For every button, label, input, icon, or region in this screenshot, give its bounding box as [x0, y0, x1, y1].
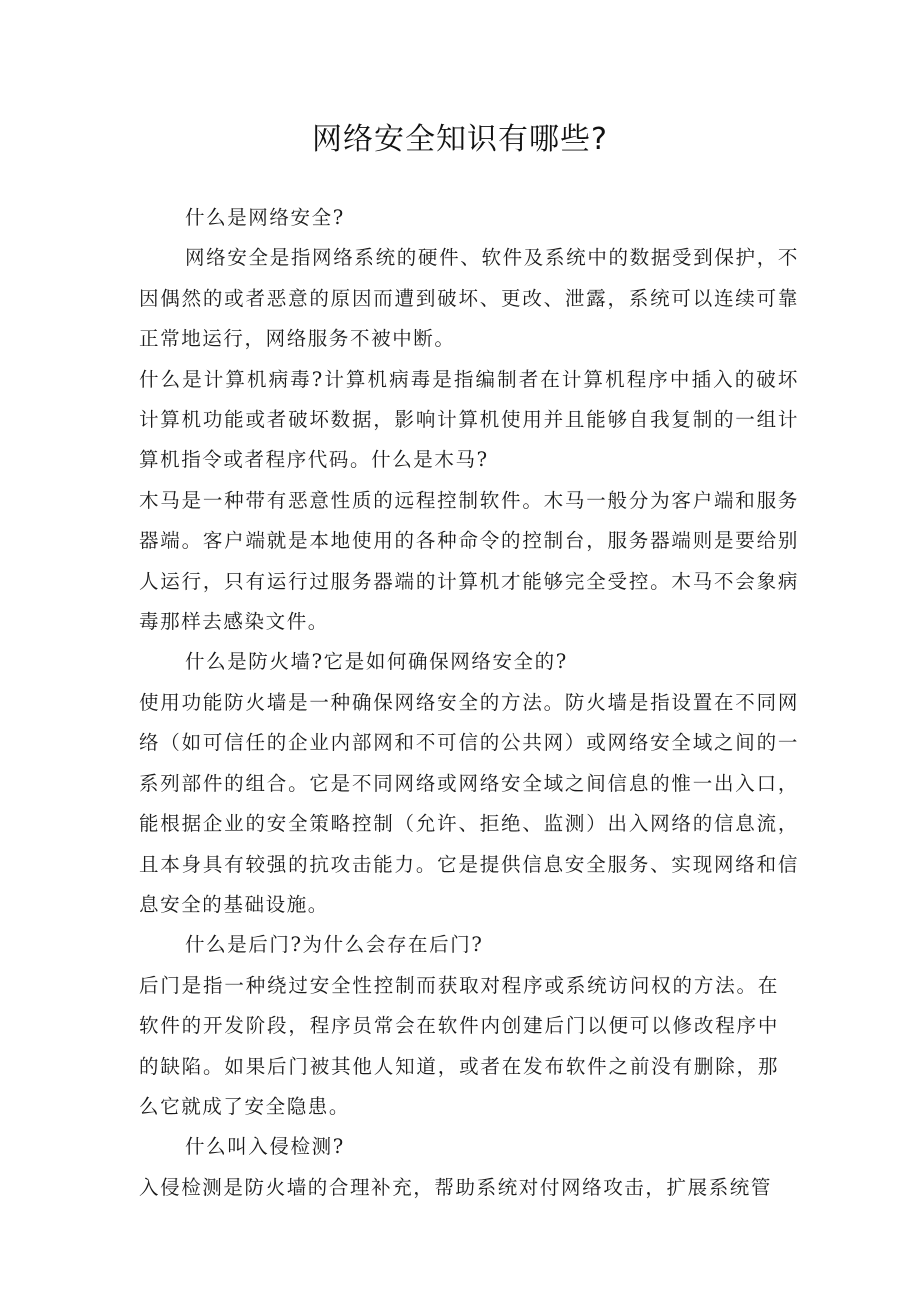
document-body	[139, 198, 799, 1208]
question-answer-virus: 什么是计算机病毒?计算机病毒是指编制者在计算机程序中插入的破坏计算机功能或者破坏数据，影响计算机使用并且能够自我复制的一组计算机指令或者程序代码。什么是木马?	[139, 367, 799, 472]
question-network-security: 什么是网络安全?	[185, 206, 345, 229]
answer-trojan: 木马是一种带有恶意性质的远程控制软件。木马一般分为客户端和服务器端。客户端就是本地使用的各种命令的控制台，服务器端则是要给别人运行，只有运行过服务器端的计算机才能够完全受控。木马不会象病毒那样去感染文件。	[139, 488, 799, 634]
question-firewall: 什么是防火墙?它是如何确保网络安全的?	[185, 650, 568, 674]
question-backdoor: 什么是后门?为什么会存在后门?	[185, 933, 484, 957]
answer-backdoor: 后门是指一种绕过安全性控制而获取对程序或系统访问权的方法。在软件的开发阶段，程序员常会在软件内创建后门以便可以修改程序中的缺陷。如果后门被其他人知道，或者在发布软件之前没有删除，那么它就成了安全隐患。	[139, 973, 779, 1118]
answer-network-security: 网络安全是指网络系统的硬件、软件及系统中的数据受到保护，不因偶然的或者恶意的原因而遭到破坏、更改、泄露，系统可以连续可靠正常地运行，网络服务不被中断。	[139, 246, 799, 351]
answer-firewall: 使用功能防火墙是一种确保网络安全的方法。防火墙是指设置在不同网络（如可信任的企业内部网和不可信的公共网）或网络安全域之间的一系列部件的组合。它是不同网络或网络安全域之间信息的惟一出入口，能根据企业的安全策略控制（允许、拒绝、监测）出入网络的信息流，且本身具有较强的抗攻击能力。它是提供信息安全服务、实现网络和信息安全的基础设施。	[139, 690, 799, 916]
answer-intrusion-detection: 入侵检测是防火墙的合理补充，帮助系统对付网络攻击，扩展系统管	[139, 1175, 773, 1199]
question-intrusion-detection: 什么叫入侵检测?	[185, 1135, 345, 1159]
document-title: 网络安全知识有哪些?	[312, 122, 608, 157]
